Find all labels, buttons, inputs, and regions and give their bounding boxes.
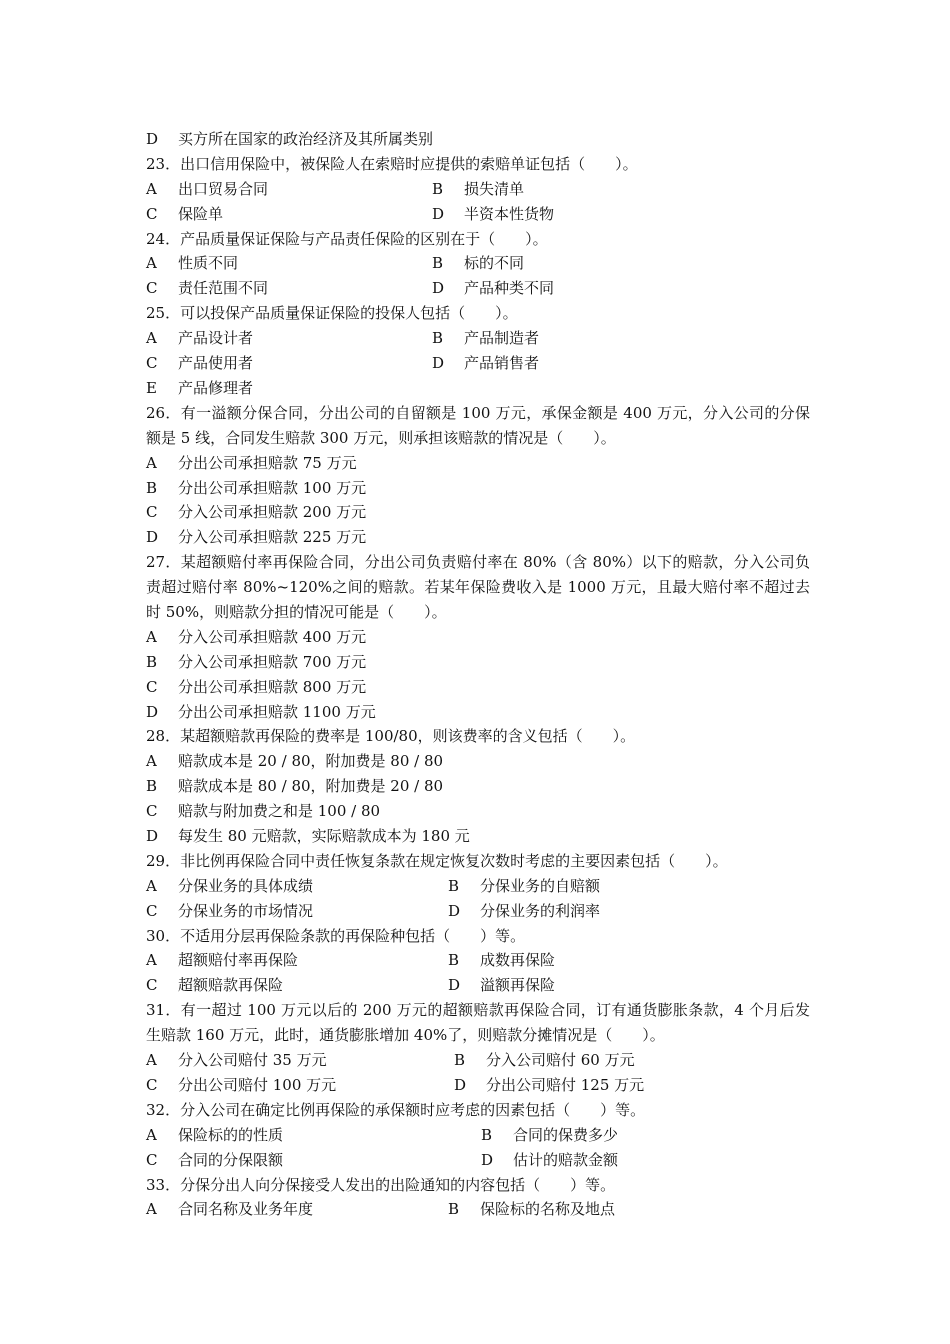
- question-text: 31．有一超过 100 万元以后的 200 万元的超额赔款再保险合同，订有通货膨胀条款，4 个月后发生赔款 160 万元，此时，通货膨胀增加 40%了，则赔款分摊情况是（ ）。: [146, 1001, 810, 1045]
- option-letter: A: [146, 1051, 157, 1070]
- question-text: 25．可以投保产品质量保证保险的投保人包括（ ）。: [146, 304, 518, 323]
- option-letter: C: [146, 1075, 158, 1094]
- option-row: [146, 973, 810, 998]
- option-row: [146, 899, 810, 924]
- option-text: 保险标的名称及地点: [480, 1200, 616, 1219]
- option-letter: B: [432, 254, 444, 273]
- option-letter: A: [146, 752, 157, 771]
- option-letter: B: [481, 1125, 493, 1144]
- question-text: 33．分保分出人向分保接受人发出的出险通知的内容包括（ ）等。: [146, 1175, 616, 1194]
- option-text: 分入公司赔付 35 万元: [178, 1051, 327, 1070]
- option-letter: B: [146, 652, 158, 671]
- option-text: 产品修理者: [178, 378, 254, 397]
- option-letter: A: [146, 951, 157, 970]
- option-text: 保险单: [178, 204, 224, 223]
- option-letter: B: [146, 478, 158, 497]
- option-text: 标的不同: [464, 254, 525, 273]
- option-letter: B: [432, 329, 444, 348]
- option-text: 产品制造者: [464, 329, 540, 348]
- option-row: [146, 799, 810, 824]
- question-text: 27．某超额赔付率再保险合同，分出公司负责赔付率在 80%（含 80%）以下的赔款，分入公司负责超过赔付率 80%~120%之间的赔款。若某年保险费收入是 1000 万元，且最大赔付率不超过去时 50%，则赔款分担的情况可能是（ ）。: [146, 553, 810, 621]
- option-letter: D: [146, 827, 159, 846]
- option-text: 超额赔款再保险: [178, 976, 284, 995]
- option-text: 成数再保险: [480, 951, 556, 970]
- option-text: 分出公司承担赔款 1100 万元: [178, 702, 376, 721]
- option-letter: D: [432, 354, 445, 373]
- option-letter: A: [146, 179, 157, 198]
- option-letter: C: [146, 503, 158, 522]
- option-row: [146, 625, 810, 650]
- option-row: [146, 774, 810, 799]
- option-letter: D: [454, 1075, 467, 1094]
- option-text: 分出公司承担赔款 800 万元: [178, 677, 367, 696]
- option-row: [146, 650, 810, 675]
- option-letter: B: [448, 1200, 460, 1219]
- option-letter: A: [146, 1125, 157, 1144]
- option-row: [146, 824, 810, 849]
- option-text: 产品设计者: [178, 329, 254, 348]
- option-text: 分保业务的自赔额: [480, 876, 601, 895]
- option-text: 分出公司赔付 125 万元: [486, 1075, 645, 1094]
- option-text: 溢额再保险: [480, 976, 556, 995]
- option-letter: D: [448, 901, 461, 920]
- option-letter: A: [146, 329, 157, 348]
- option-row: [146, 1073, 810, 1098]
- option-row: [146, 500, 810, 525]
- option-text: 合同名称及业务年度: [178, 1200, 314, 1219]
- document-page: [146, 127, 810, 1222]
- option-row: [146, 276, 810, 301]
- question-text: 28．某超额赔款再保险的费率是 100/80，则该费率的含义包括（ ）。: [146, 727, 636, 746]
- option-letter: E: [146, 378, 157, 397]
- option-text: 责任范围不同: [178, 279, 269, 298]
- option-text: 分保业务的市场情况: [178, 901, 314, 920]
- option-letter: D: [448, 976, 461, 995]
- option-letter: C: [146, 802, 158, 821]
- option-letter: D: [146, 528, 159, 547]
- question-text: 24．产品质量保证保险与产品责任保险的区别在于（ ）。: [146, 229, 548, 248]
- option-row: [146, 1148, 810, 1173]
- option-letter: D: [432, 279, 445, 298]
- option-letter: B: [448, 951, 460, 970]
- option-letter: A: [146, 1200, 157, 1219]
- option-text: 分出公司赔付 100 万元: [178, 1075, 337, 1094]
- option-text: 损失清单: [464, 179, 525, 198]
- option-row: [146, 948, 810, 973]
- option-text: 合同的保费多少: [513, 1125, 619, 1144]
- option-letter: C: [146, 279, 158, 298]
- option-letter: C: [146, 1150, 158, 1169]
- option-letter: D: [146, 130, 159, 148]
- option-text: 产品使用者: [178, 354, 254, 373]
- option-text: 保险标的的性质: [178, 1125, 284, 1144]
- option-letter: B: [454, 1051, 466, 1070]
- option-letter: B: [432, 179, 444, 198]
- option-letter: A: [146, 876, 157, 895]
- option-text: 分入公司赔付 60 万元: [486, 1051, 635, 1070]
- option-text: 分出公司承担赔款 75 万元: [178, 453, 357, 472]
- option-text: 赔款成本是 80 / 80，附加费是 20 / 80: [178, 777, 444, 796]
- option-text: 赔款与附加费之和是 100 / 80: [178, 802, 381, 821]
- option-letter: D: [481, 1150, 494, 1169]
- option-row: [146, 700, 810, 725]
- option-row: [146, 874, 810, 899]
- option-letter: A: [146, 627, 157, 646]
- option-row: [146, 525, 810, 550]
- option-text: 半资本性货物: [464, 204, 555, 223]
- question-text: 29．非比例再保险合同中责任恢复条款在规定恢复次数时考虑的主要因素包括（ ）。: [146, 851, 728, 870]
- option-text: 分入公司承担赔款 700 万元: [178, 652, 367, 671]
- option-row: [146, 1123, 810, 1148]
- option-text: 分保业务的利润率: [480, 901, 601, 920]
- option-text: 分入公司承担赔款 200 万元: [178, 503, 367, 522]
- question-text: 23．出口信用保险中，被保险人在索赔时应提供的索赔单证包括（ ）。: [146, 154, 638, 173]
- option-row: [146, 351, 810, 376]
- option-letter: C: [146, 677, 158, 696]
- option-text: 出口贸易合同: [178, 179, 269, 198]
- option-letter: C: [146, 204, 158, 223]
- option-text: 每发生 80 元赔款，实际赔款成本为 180 元: [178, 827, 470, 846]
- option-letter: B: [448, 876, 460, 895]
- option-row: [146, 476, 810, 501]
- option-row: [146, 1048, 810, 1073]
- option-row: [146, 251, 810, 276]
- option-text: 分出公司承担赔款 100 万元: [178, 478, 367, 497]
- option-letter: C: [146, 354, 158, 373]
- option-text: 分入公司承担赔款 400 万元: [178, 627, 367, 646]
- option-text: 赔款成本是 20 / 80，附加费是 80 / 80: [178, 752, 444, 771]
- option-row: [146, 326, 810, 351]
- option-row: [146, 451, 810, 476]
- option-row: [146, 1197, 810, 1222]
- question-text: 30．不适用分层再保险条款的再保险种包括（ ）等。: [146, 926, 526, 945]
- option-text: 产品种类不同: [464, 279, 555, 298]
- option-letter: C: [146, 976, 158, 995]
- option-row: [146, 376, 810, 401]
- option-letter: C: [146, 901, 158, 920]
- option-text: 性质不同: [178, 254, 239, 273]
- option-letter: B: [146, 777, 158, 796]
- option-row: [146, 127, 810, 152]
- option-text: 买方所在国家的政治经济及其所属类别: [178, 130, 434, 148]
- option-text: 分保业务的具体成绩: [178, 876, 314, 895]
- option-letter: A: [146, 254, 157, 273]
- option-text: 超额赔付率再保险: [178, 951, 299, 970]
- option-letter: A: [146, 453, 157, 472]
- option-text: 产品销售者: [464, 354, 540, 373]
- option-text: 估计的赔款金额: [513, 1150, 619, 1169]
- question-text: 32．分入公司在确定比例再保险的承保额时应考虑的因素包括（ ）等。: [146, 1100, 646, 1119]
- option-row: [146, 749, 810, 774]
- option-row: [146, 177, 810, 202]
- option-letter: D: [432, 204, 445, 223]
- option-text: 合同的分保限额: [178, 1150, 284, 1169]
- option-text: 分入公司承担赔款 225 万元: [178, 528, 367, 547]
- option-letter: D: [146, 702, 159, 721]
- option-row: [146, 202, 810, 227]
- option-row: [146, 675, 810, 700]
- question-text: 26．有一溢额分保合同，分出公司的自留额是 100 万元，承保金额是 400 万元，分入公司的分保额是 5 线，合同发生赔款 300 万元，则承担该赔款的情况是（ ）。: [146, 403, 810, 447]
